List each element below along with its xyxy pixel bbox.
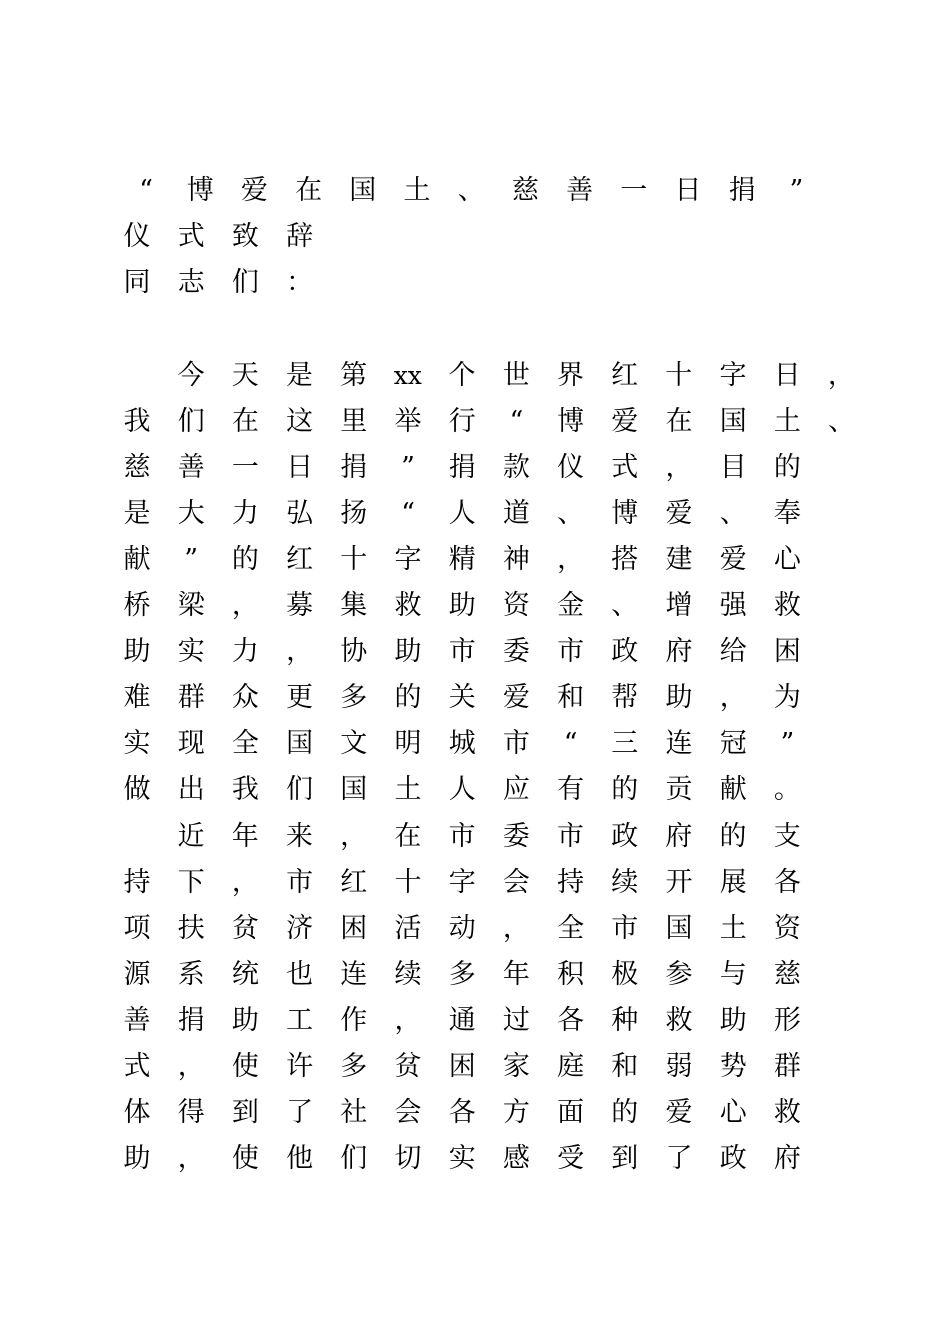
text-glyph: 善 bbox=[177, 452, 205, 483]
text-glyph: 土 bbox=[403, 175, 431, 206]
text-glyph: 项 bbox=[123, 913, 151, 944]
text-glyph: 连 bbox=[340, 959, 368, 990]
text-glyph: 实 bbox=[448, 1143, 476, 1174]
text-glyph: 连 bbox=[665, 728, 693, 759]
text-glyph: 日 bbox=[773, 360, 801, 391]
text-glyph: 政 bbox=[719, 1143, 747, 1174]
text-glyph: ” bbox=[184, 544, 199, 575]
text-glyph: 极 bbox=[611, 959, 639, 990]
text-glyph: 助 bbox=[448, 590, 476, 621]
text-glyph: 做 bbox=[123, 774, 151, 805]
text-glyph: 日 bbox=[286, 452, 314, 483]
text-glyph: 使 bbox=[231, 1143, 259, 1174]
text-glyph: 献 bbox=[123, 544, 151, 575]
text-glyph: 集 bbox=[340, 590, 368, 621]
text-glyph: 感 bbox=[502, 1143, 530, 1174]
text-glyph: 捐 bbox=[728, 175, 756, 206]
text-glyph: 庭 bbox=[557, 1051, 585, 1082]
text-glyph: 文 bbox=[340, 728, 368, 759]
text-glyph: 更 bbox=[286, 682, 314, 713]
text-glyph: 过 bbox=[502, 1005, 530, 1036]
text-glyph: 开 bbox=[665, 867, 693, 898]
text-glyph: 扶 bbox=[177, 913, 205, 944]
text-glyph: 精 bbox=[448, 544, 476, 575]
text-glyph: 群 bbox=[773, 1051, 801, 1082]
text-glyph: 第 bbox=[340, 360, 368, 391]
text-glyph: 。 bbox=[773, 774, 801, 805]
text-glyph: 给 bbox=[719, 636, 747, 667]
text-glyph: 协 bbox=[340, 636, 368, 667]
paragraph-line bbox=[0, 952, 950, 998]
text-glyph: 博 bbox=[186, 175, 214, 206]
text-glyph: 搭 bbox=[611, 544, 639, 575]
text-glyph: 全 bbox=[231, 728, 259, 759]
text-glyph: 多 bbox=[340, 682, 368, 713]
text-glyph: ， bbox=[231, 867, 259, 898]
text-glyph: 天 bbox=[231, 360, 259, 391]
text-glyph: 扬 bbox=[340, 498, 368, 529]
text-glyph: 爱 bbox=[502, 682, 530, 713]
text-glyph: 献 bbox=[719, 774, 747, 805]
text-glyph: 土 bbox=[773, 406, 801, 437]
text-glyph: 工 bbox=[286, 1005, 314, 1036]
text-glyph: 们 bbox=[286, 774, 314, 805]
text-glyph: 一 bbox=[620, 175, 648, 206]
text-glyph: 现 bbox=[177, 728, 205, 759]
text-glyph: 同 bbox=[123, 267, 151, 298]
text-glyph: 持 bbox=[123, 867, 151, 898]
text-glyph: 资 bbox=[502, 590, 530, 621]
text-glyph: 济 bbox=[286, 913, 314, 944]
text-glyph: 应 bbox=[502, 774, 530, 805]
text-glyph: “ bbox=[563, 728, 578, 759]
text-glyph: 字 bbox=[394, 544, 422, 575]
text-glyph: 爱 bbox=[665, 498, 693, 529]
paragraph-line bbox=[0, 998, 950, 1044]
text-glyph: 使 bbox=[231, 1051, 259, 1082]
text-glyph: 市 bbox=[286, 867, 314, 898]
text-glyph: ， bbox=[719, 682, 747, 713]
text-glyph: 心 bbox=[719, 1097, 747, 1128]
text-glyph: 国 bbox=[719, 406, 747, 437]
text-glyph: 府 bbox=[665, 821, 693, 852]
text-glyph: 受 bbox=[557, 1143, 585, 1174]
text-glyph: 爱 bbox=[665, 1097, 693, 1128]
text-glyph: 世 bbox=[502, 360, 530, 391]
text-glyph: 字 bbox=[448, 867, 476, 898]
text-glyph: 奉 bbox=[773, 498, 801, 529]
text-glyph: 们 bbox=[177, 406, 205, 437]
text-glyph: 仪 bbox=[557, 452, 585, 483]
paragraph-line bbox=[0, 583, 950, 629]
text-glyph: 统 bbox=[231, 959, 259, 990]
text-glyph: 支 bbox=[773, 821, 801, 852]
text-glyph: 众 bbox=[231, 682, 259, 713]
text-glyph: ” bbox=[401, 452, 415, 483]
text-glyph: 助 bbox=[394, 636, 422, 667]
text-glyph: ， bbox=[394, 1005, 422, 1036]
text-glyph: 助 bbox=[719, 1005, 747, 1036]
text-glyph: 多 bbox=[340, 1051, 368, 1082]
text-glyph: 建 bbox=[665, 544, 693, 575]
text-glyph: 委 bbox=[502, 636, 530, 667]
text-glyph: 爱 bbox=[611, 406, 639, 437]
text-glyph: 作 bbox=[340, 1005, 368, 1036]
text-glyph: 出 bbox=[177, 774, 205, 805]
text-glyph: 捐 bbox=[177, 1005, 205, 1036]
text-glyph: 年 bbox=[502, 959, 530, 990]
text-glyph: 市 bbox=[557, 636, 585, 667]
text-glyph: 续 bbox=[394, 959, 422, 990]
text-glyph: 仪 bbox=[123, 221, 151, 252]
text-glyph: 切 bbox=[394, 1143, 422, 1174]
text-glyph: 府 bbox=[665, 636, 693, 667]
text-glyph: “ bbox=[139, 175, 153, 206]
text-glyph: 参 bbox=[665, 959, 693, 990]
text-glyph: 式 bbox=[123, 1051, 151, 1082]
text-glyph: 善 bbox=[123, 1005, 151, 1036]
text-glyph: 、 bbox=[457, 175, 485, 206]
text-glyph: 式 bbox=[611, 452, 639, 483]
paragraph-line bbox=[0, 1044, 950, 1090]
text-glyph: “ bbox=[509, 406, 524, 437]
text-glyph: 捐 bbox=[448, 452, 476, 483]
text-glyph: 里 bbox=[340, 406, 368, 437]
text-glyph: 我 bbox=[123, 406, 151, 437]
text-glyph: 大 bbox=[177, 498, 205, 529]
text-glyph: 全 bbox=[557, 913, 585, 944]
paragraph-line bbox=[0, 906, 950, 952]
text-glyph: 救 bbox=[773, 1097, 801, 1128]
text-glyph: 的 bbox=[773, 452, 801, 483]
text-glyph: 通 bbox=[448, 1005, 476, 1036]
text-glyph: 城 bbox=[448, 728, 476, 759]
text-glyph: 强 bbox=[719, 590, 747, 621]
text-glyph: 在 bbox=[295, 175, 323, 206]
paragraph-line bbox=[0, 445, 950, 491]
text-glyph: 困 bbox=[448, 1051, 476, 1082]
text-glyph: 们 bbox=[231, 267, 259, 298]
text-glyph: 贡 bbox=[665, 774, 693, 805]
text-glyph: 桥 bbox=[123, 590, 151, 621]
text-glyph: 了 bbox=[286, 1097, 314, 1128]
text-glyph: ， bbox=[177, 1143, 205, 1174]
text-glyph: 式 bbox=[177, 221, 205, 252]
text-glyph: 市 bbox=[448, 821, 476, 852]
text-glyph: 多 bbox=[448, 959, 476, 990]
text-glyph: 到 bbox=[611, 1143, 639, 1174]
text-glyph: 来 bbox=[285, 821, 313, 852]
text-glyph: 家 bbox=[502, 1051, 530, 1082]
text-glyph: 的 bbox=[611, 774, 639, 805]
paragraph-line bbox=[0, 491, 950, 537]
text-glyph: 博 bbox=[557, 406, 585, 437]
text-glyph: 助 bbox=[123, 636, 151, 667]
text-glyph: 、 bbox=[719, 498, 747, 529]
text-glyph: 款 bbox=[502, 452, 530, 483]
text-glyph: 土 bbox=[719, 913, 747, 944]
text-glyph: 三 bbox=[611, 728, 639, 759]
text-glyph: 了 bbox=[665, 1143, 693, 1174]
text-glyph: ， bbox=[665, 452, 693, 483]
text-glyph: 捐 bbox=[340, 452, 368, 483]
text-glyph: 动 bbox=[448, 913, 476, 944]
text-glyph: 的 bbox=[231, 544, 259, 575]
text-glyph: 的 bbox=[611, 1097, 639, 1128]
text-glyph: 慈 bbox=[123, 452, 151, 483]
text-glyph: 我 bbox=[231, 774, 259, 805]
text-glyph: ” bbox=[780, 728, 795, 759]
text-glyph: 面 bbox=[557, 1097, 585, 1128]
title-line bbox=[0, 214, 950, 260]
text-glyph: 这 bbox=[286, 406, 314, 437]
text-glyph: 困 bbox=[773, 636, 801, 667]
text-glyph: 实 bbox=[123, 728, 151, 759]
text-glyph: xx bbox=[393, 361, 422, 390]
text-glyph: 十 bbox=[394, 867, 422, 898]
text-glyph: “ bbox=[401, 498, 415, 529]
text-glyph: 积 bbox=[557, 959, 585, 990]
text-glyph: 国 bbox=[665, 913, 693, 944]
text-glyph: 弱 bbox=[665, 1051, 693, 1082]
text-glyph: 难 bbox=[123, 682, 151, 713]
text-glyph: 会 bbox=[394, 1097, 422, 1128]
text-glyph: 个 bbox=[448, 360, 476, 391]
text-glyph: 爱 bbox=[240, 175, 268, 206]
text-glyph: 种 bbox=[611, 1005, 639, 1036]
paragraph-line bbox=[0, 537, 950, 583]
text-glyph: 致 bbox=[231, 221, 259, 252]
text-glyph: 和 bbox=[611, 1051, 639, 1082]
text-glyph: ， bbox=[502, 913, 530, 944]
text-glyph: 资 bbox=[773, 913, 801, 944]
text-glyph: 一 bbox=[231, 452, 259, 483]
text-glyph: 梁 bbox=[177, 590, 205, 621]
text-glyph: ” bbox=[789, 175, 804, 206]
paragraph-line bbox=[0, 814, 950, 860]
text-glyph: 红 bbox=[340, 867, 368, 898]
text-glyph: 会 bbox=[502, 867, 530, 898]
text-glyph: 、 bbox=[828, 406, 856, 437]
text-glyph: 社 bbox=[340, 1097, 368, 1128]
text-glyph: 人 bbox=[448, 774, 476, 805]
text-glyph: 各 bbox=[448, 1097, 476, 1128]
text-glyph: 委 bbox=[502, 821, 530, 852]
text-glyph: 到 bbox=[231, 1097, 259, 1128]
text-glyph: 冠 bbox=[719, 728, 747, 759]
text-glyph: 持 bbox=[557, 867, 585, 898]
text-glyph: 和 bbox=[557, 682, 585, 713]
text-glyph: 土 bbox=[394, 774, 422, 805]
text-glyph: 举 bbox=[394, 406, 422, 437]
text-glyph: 救 bbox=[394, 590, 422, 621]
text-glyph: 力 bbox=[231, 636, 259, 667]
text-glyph: 十 bbox=[340, 544, 368, 575]
paragraph-line bbox=[0, 1090, 950, 1136]
text-glyph: 助 bbox=[231, 1005, 259, 1036]
text-glyph: ， bbox=[177, 1051, 205, 1082]
text-glyph: 府 bbox=[773, 1143, 801, 1174]
paragraph-line bbox=[0, 721, 950, 767]
text-glyph: 红 bbox=[611, 360, 639, 391]
text-glyph: 群 bbox=[177, 682, 205, 713]
text-glyph: 下 bbox=[177, 867, 205, 898]
text-glyph: 慈 bbox=[773, 959, 801, 990]
text-glyph: 爱 bbox=[719, 544, 747, 575]
paragraph-line bbox=[0, 353, 950, 399]
text-glyph: 方 bbox=[502, 1097, 530, 1128]
text-glyph: ， bbox=[557, 544, 585, 575]
text-glyph: 善 bbox=[566, 175, 594, 206]
text-glyph: 今 bbox=[177, 360, 205, 391]
paragraph-line bbox=[0, 860, 950, 906]
paragraph-line bbox=[0, 399, 950, 445]
text-glyph: 字 bbox=[719, 360, 747, 391]
text-glyph: 在 bbox=[665, 406, 693, 437]
text-glyph: 红 bbox=[286, 544, 314, 575]
text-glyph: 力 bbox=[231, 498, 259, 529]
text-glyph: 近 bbox=[177, 821, 205, 852]
text-glyph: 道 bbox=[502, 498, 530, 529]
text-glyph: 体 bbox=[123, 1097, 151, 1128]
text-glyph: 市 bbox=[556, 821, 584, 852]
text-glyph: 也 bbox=[286, 959, 314, 990]
text-glyph: 得 bbox=[177, 1097, 205, 1128]
text-glyph: 助 bbox=[123, 1143, 151, 1174]
text-glyph: 活 bbox=[394, 913, 422, 944]
text-glyph: 明 bbox=[394, 728, 422, 759]
text-glyph: 各 bbox=[557, 1005, 585, 1036]
text-glyph: 各 bbox=[773, 867, 801, 898]
text-glyph: ， bbox=[231, 590, 259, 621]
text-glyph: 国 bbox=[349, 175, 377, 206]
text-glyph: 人 bbox=[448, 498, 476, 529]
paragraph-line bbox=[0, 675, 950, 721]
text-glyph: 续 bbox=[611, 867, 639, 898]
text-glyph: 是 bbox=[285, 360, 313, 391]
text-glyph: 在 bbox=[231, 406, 259, 437]
text-glyph: 市 bbox=[448, 636, 476, 667]
text-glyph: 日 bbox=[674, 175, 702, 206]
text-glyph: 行 bbox=[448, 406, 476, 437]
text-glyph: 困 bbox=[340, 913, 368, 944]
paragraph-line bbox=[0, 1136, 950, 1182]
text-glyph: 在 bbox=[394, 821, 422, 852]
text-glyph: 与 bbox=[719, 959, 747, 990]
text-glyph: 系 bbox=[177, 959, 205, 990]
text-glyph: 目 bbox=[719, 452, 747, 483]
text-glyph: 国 bbox=[340, 774, 368, 805]
text-glyph: 实 bbox=[177, 636, 205, 667]
text-glyph: 势 bbox=[719, 1051, 747, 1082]
text-glyph: 弘 bbox=[286, 498, 314, 529]
text-glyph: 辞 bbox=[286, 221, 314, 252]
text-glyph: 政 bbox=[611, 821, 639, 852]
text-glyph: ， bbox=[827, 360, 855, 391]
text-glyph: 的 bbox=[394, 682, 422, 713]
text-glyph: 、 bbox=[557, 498, 585, 529]
salutation bbox=[0, 260, 950, 306]
text-glyph: 是 bbox=[123, 498, 151, 529]
text-glyph: 许 bbox=[286, 1051, 314, 1082]
text-glyph: 帮 bbox=[611, 682, 639, 713]
text-glyph: 源 bbox=[123, 959, 151, 990]
text-glyph: 年 bbox=[231, 821, 259, 852]
text-glyph: 关 bbox=[448, 682, 476, 713]
text-glyph: 贫 bbox=[394, 1051, 422, 1082]
text-glyph: ， bbox=[286, 636, 314, 667]
paragraph-line bbox=[0, 629, 950, 675]
text-glyph: 救 bbox=[665, 1005, 693, 1036]
text-glyph: 有 bbox=[557, 774, 585, 805]
text-glyph: 贫 bbox=[231, 913, 259, 944]
text-glyph: 市 bbox=[502, 728, 530, 759]
text-glyph: 他 bbox=[286, 1143, 314, 1174]
text-glyph: 助 bbox=[665, 682, 693, 713]
text-glyph: 救 bbox=[773, 590, 801, 621]
text-glyph: 、 bbox=[611, 590, 639, 621]
text-glyph: 增 bbox=[665, 590, 693, 621]
text-glyph: 国 bbox=[286, 728, 314, 759]
title-line bbox=[0, 168, 950, 214]
text-glyph: 市 bbox=[611, 913, 639, 944]
text-glyph: 神 bbox=[502, 544, 530, 575]
text-glyph: 志 bbox=[177, 267, 205, 298]
text-glyph: 为 bbox=[773, 682, 801, 713]
text-glyph: 金 bbox=[557, 590, 585, 621]
text-glyph: 政 bbox=[611, 636, 639, 667]
text-glyph: 界 bbox=[556, 360, 584, 391]
text-glyph: 形 bbox=[773, 1005, 801, 1036]
text-glyph: 们 bbox=[340, 1143, 368, 1174]
text-glyph: 十 bbox=[665, 360, 693, 391]
text-glyph: 募 bbox=[286, 590, 314, 621]
text-glyph: 慈 bbox=[511, 175, 539, 206]
text-glyph: 博 bbox=[611, 498, 639, 529]
text-glyph: ： bbox=[286, 267, 314, 298]
text-glyph: ， bbox=[340, 821, 368, 852]
text-glyph: 的 bbox=[719, 821, 747, 852]
text-glyph: 展 bbox=[719, 867, 747, 898]
paragraph-line bbox=[0, 767, 950, 813]
text-glyph: 心 bbox=[773, 544, 801, 575]
